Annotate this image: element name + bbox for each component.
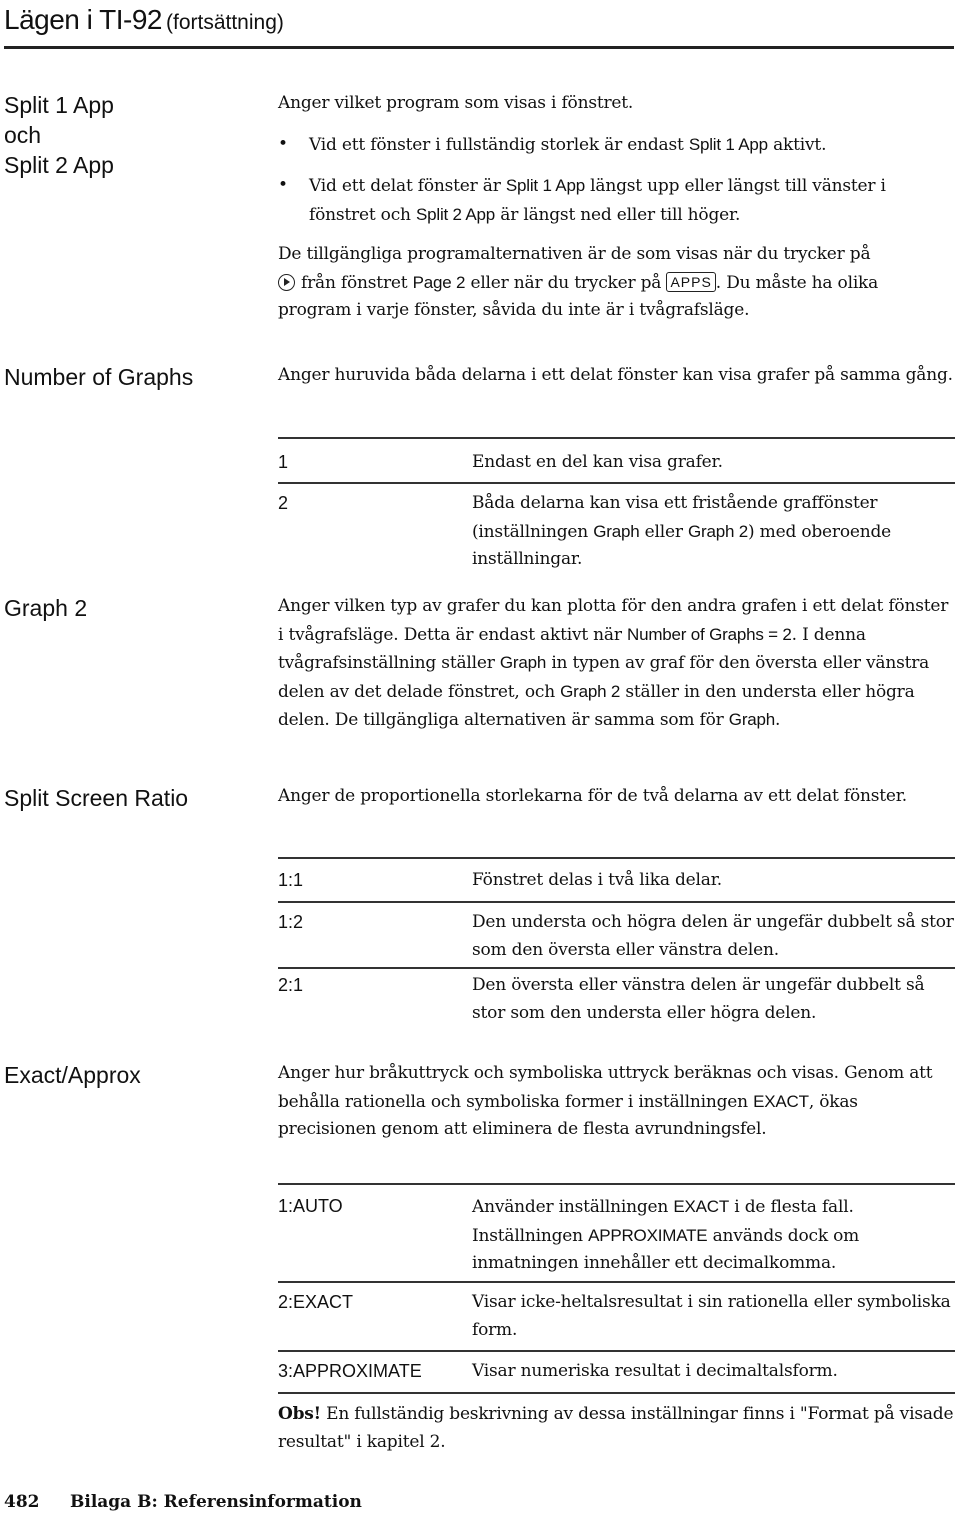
- split-screen-ratio-desc: Anger de proportionella storlekarna för de två delarna av ett delat fönster.: [278, 786, 908, 806]
- header-rule: [4, 46, 954, 49]
- text-line: De tillgängliga programalternativen är de som visas när du trycker på: [278, 244, 871, 264]
- table-value: Använder inställningen EXACT i de flesta fall. Inställningen APPROXIMATE används dock om inmatningen innehåller ett decimalkomma.: [472, 1197, 860, 1273]
- term-line: Split 2 App: [4, 152, 114, 178]
- table-value: Visar numeriska resultat i decimaltalsform.: [472, 1361, 838, 1381]
- term-split-screen-ratio: Split Screen Ratio: [4, 785, 189, 811]
- table-value: Visar icke-heltalsresultat i sin rationella eller symboliska form.: [472, 1292, 951, 1340]
- table-rule: [278, 1183, 955, 1185]
- table-rule: [278, 967, 955, 969]
- table-key: 1: [278, 452, 289, 472]
- table-value: Den översta eller vänstra delen är ungefär dubbelt så stor som den understa eller högra delen.: [472, 975, 925, 1023]
- table-key: 1:1: [278, 870, 304, 890]
- bullet-icon: •: [278, 134, 288, 154]
- split-app-paragraph: [278, 241, 958, 325]
- bullet-icon: •: [278, 175, 288, 195]
- right-arrow-key-icon: [278, 274, 295, 291]
- table-key: 2:EXACT: [278, 1292, 354, 1312]
- exact-approx-desc: Anger hur bråkuttryck och symboliska uttryck beräknas och visas. Genom att behålla rationella och symboliska former i inställningen EXACT, ökas precisionen genom att eliminera de flesta avrundningsfel.: [278, 1063, 933, 1139]
- term-line: Split 1 App: [4, 92, 114, 118]
- bullet-text: Vid ett delat fönster är Split 1 App längst upp eller längst till vänster i fönstret och Split 2 App är längst ned eller till höger.: [309, 176, 886, 225]
- text-line: program i varje fönster, såvida du inte är i tvågrafsläge.: [278, 300, 750, 320]
- page-subtitle: (fortsättning): [166, 11, 284, 34]
- term-graph-2: Graph 2: [4, 595, 88, 621]
- split-app-intro: Anger vilket program som visas i fönstret.: [278, 93, 634, 113]
- table-rule: [278, 482, 955, 484]
- table-value: Den understa och högra delen är ungefär dubbelt så stor som den översta eller vänstra delen.: [472, 912, 954, 960]
- table-rule: [278, 1350, 955, 1352]
- term-split-app: [4, 90, 114, 180]
- number-of-graphs-desc: Anger huruvida båda delarna i ett delat fönster kan visa grafer på samma gång.: [278, 365, 953, 385]
- apps-key: APPS: [666, 272, 715, 292]
- table-rule: [278, 901, 955, 903]
- table-key: 2:1: [278, 975, 304, 995]
- page-number: 482: [4, 1492, 40, 1512]
- table-key: 2: [278, 493, 289, 513]
- table-rule: [278, 437, 955, 439]
- table-key: 1:2: [278, 912, 304, 932]
- table-rule: [278, 857, 955, 859]
- graph-2-desc: Anger vilken typ av grafer du kan plotta för den andra grafen i ett delat fönster i tvågrafsläge. Detta är endast aktivt när Number of Graphs = 2. I denna tvågrafsinställning ställer Graph in typen av graf för den översta eller vänstra delen av det delade fönstret, och Graph 2 ställer in den understa eller högra delen. De tillgängliga alternativen är samma som för Graph.: [278, 596, 949, 730]
- term-exact-approx: Exact/Approx: [4, 1062, 141, 1088]
- table-key: 1:AUTO: [278, 1196, 343, 1216]
- section-title: Bilaga B: Referensinformation: [70, 1492, 362, 1512]
- term-number-of-graphs: Number of Graphs: [4, 364, 194, 390]
- table-key: 3:APPROXIMATE: [278, 1361, 422, 1381]
- page-header: [4, 4, 954, 42]
- table-rule: [278, 1281, 955, 1283]
- note: [278, 1401, 958, 1456]
- page-title: Lägen i TI‑92: [4, 4, 162, 35]
- note-text: En fullständig beskrivning av dessa inställningar finns i "Format på visade resultat" i kapitel 2.: [278, 1404, 954, 1452]
- table-value: Fönstret delas i två lika delar.: [472, 870, 722, 890]
- table-rule: [278, 1392, 955, 1394]
- text-line: från fönstret Page 2 eller när du trycker på APPS . Du måste ha olika: [278, 269, 958, 298]
- bullet-text: Vid ett fönster i fullständig storlek är endast Split 1 App aktivt.: [309, 135, 827, 155]
- table-value: Endast en del kan visa grafer.: [472, 452, 723, 472]
- term-line: och: [4, 122, 42, 148]
- note-label: Obs!: [278, 1404, 321, 1424]
- page-footer: [4, 1492, 362, 1512]
- table-value: Båda delarna kan visa ett fristående graffönster (inställningen Graph eller Graph 2) med oberoende inställningar.: [472, 493, 892, 569]
